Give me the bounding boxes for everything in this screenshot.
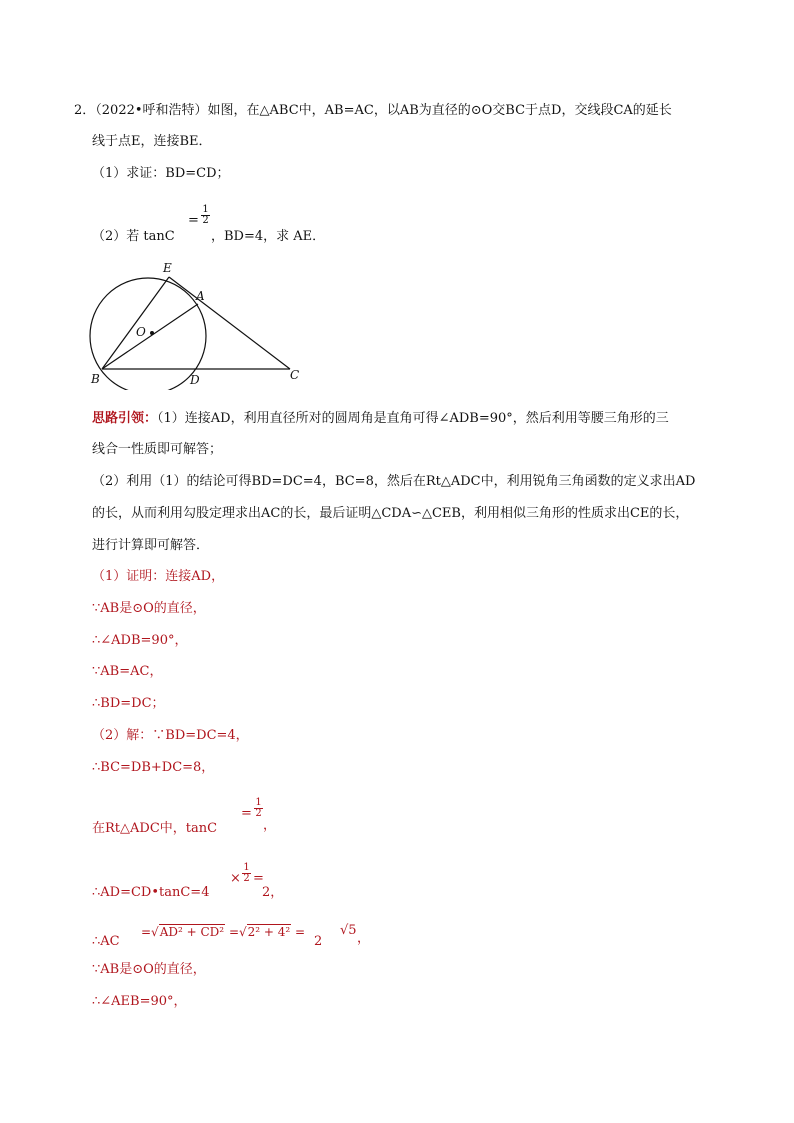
- center-point-o: [150, 331, 154, 335]
- solution-line-9-fraction: [242, 863, 251, 884]
- solution-line-2: ∵AB是⊙O的直径，: [92, 601, 206, 616]
- fraction-denominator: 2: [243, 873, 250, 884]
- solution-line-10-end: ，: [357, 931, 371, 946]
- label-c: C: [290, 368, 300, 382]
- problem-part-2-prefix: （2）若 tanC: [92, 229, 175, 244]
- problem-part-2-fraction: [201, 205, 210, 226]
- segment-ec: [169, 277, 290, 369]
- problem-line-2: 线于点E，连接BE．: [92, 134, 212, 149]
- equals: =: [295, 925, 306, 939]
- solution-line-8-prefix: 在Rt△ADC中，tanC: [92, 821, 218, 836]
- radicand-ad-cd: AD² + CD²: [159, 925, 225, 939]
- hint-text-1: （1）连接AD，利用直径所对的圆周角是直角可得∠ADB=90°，然后利用等腰三角形的三: [157, 411, 669, 426]
- solution-line-10-formula: [141, 925, 305, 939]
- solution-line-8-fraction: [254, 798, 263, 819]
- radicand-numbers: 2² + 4²: [247, 925, 291, 939]
- label-o: O: [136, 325, 146, 339]
- hint-line-3: （2）利用（1）的结论可得BD=DC=4，BC=8，然后在Rt△ADC中，利用锐角三角函数的定义求出AD: [92, 474, 696, 489]
- problem-line-1: 2．（2022•呼和浩特）如图，在△ABC中，AB=AC，以AB为直径的⊙O交BC于点D，交线段CA的延长: [74, 103, 672, 118]
- solution-line-9-value: 2，: [262, 885, 284, 900]
- equals-sqrt: =√: [228, 925, 247, 939]
- solution-line-10-coefficient: 2: [314, 934, 323, 949]
- hint-line-2: 线合一性质即可解答；: [92, 442, 223, 457]
- solution-line-9-times: ×: [230, 871, 241, 886]
- solution-line-3: ∴∠ADB=90°，: [92, 633, 188, 648]
- solution-line-11: ∵AB是⊙O的直径，: [92, 962, 206, 977]
- solution-line-5: ∴BD=DC；: [92, 696, 165, 711]
- solution-line-10-prefix: ∴AC: [92, 934, 120, 949]
- hint-line-4: 的长，从而利用勾股定理求出AC的长，最后证明△CDA∽△CEB，利用相似三角形的性质求出CE的长，: [92, 506, 689, 521]
- solution-line-4: ∵AB=AC，: [92, 664, 163, 679]
- equals-sqrt: =√: [141, 925, 159, 939]
- hint-line-5: 进行计算即可解答．: [92, 538, 210, 553]
- solution-line-10-root: √5: [340, 923, 357, 938]
- fraction-denominator: 2: [255, 808, 262, 819]
- fraction-numerator: 1: [202, 204, 209, 215]
- hint-line-1: [92, 410, 669, 428]
- problem-part-2-equals: =: [188, 213, 199, 228]
- label-d: D: [190, 373, 200, 387]
- fraction-denominator: 2: [202, 215, 209, 226]
- problem-part-1: （1）求证：BD=CD；: [92, 166, 230, 181]
- problem-part-2-suffix: ，BD=4，求 AE．: [211, 229, 326, 244]
- solution-line-7: ∴BC=DB+DC=8，: [92, 760, 215, 775]
- segment-ba: [102, 304, 198, 369]
- hint-title: 思路引领：: [92, 411, 158, 426]
- solution-line-1: （1）证明：连接AD，: [92, 569, 225, 584]
- circle-o: [90, 278, 206, 390]
- label-e: E: [163, 261, 172, 275]
- solution-line-8-equals: =: [241, 806, 252, 821]
- solution-line-8-suffix: ，: [263, 818, 277, 833]
- solution-line-6: （2）解：∵BD=DC=4，: [92, 728, 249, 743]
- solution-line-12: ∴∠AEB=90°，: [92, 994, 187, 1009]
- label-b: B: [91, 372, 100, 386]
- solution-line-9-equals: =: [253, 871, 264, 886]
- fraction-numerator: 1: [255, 797, 262, 808]
- label-a: A: [196, 289, 205, 303]
- solution-line-9-prefix: ∴AD=CD•tanC=4: [92, 885, 210, 900]
- geometry-figure: [80, 255, 310, 390]
- fraction-numerator: 1: [243, 862, 250, 873]
